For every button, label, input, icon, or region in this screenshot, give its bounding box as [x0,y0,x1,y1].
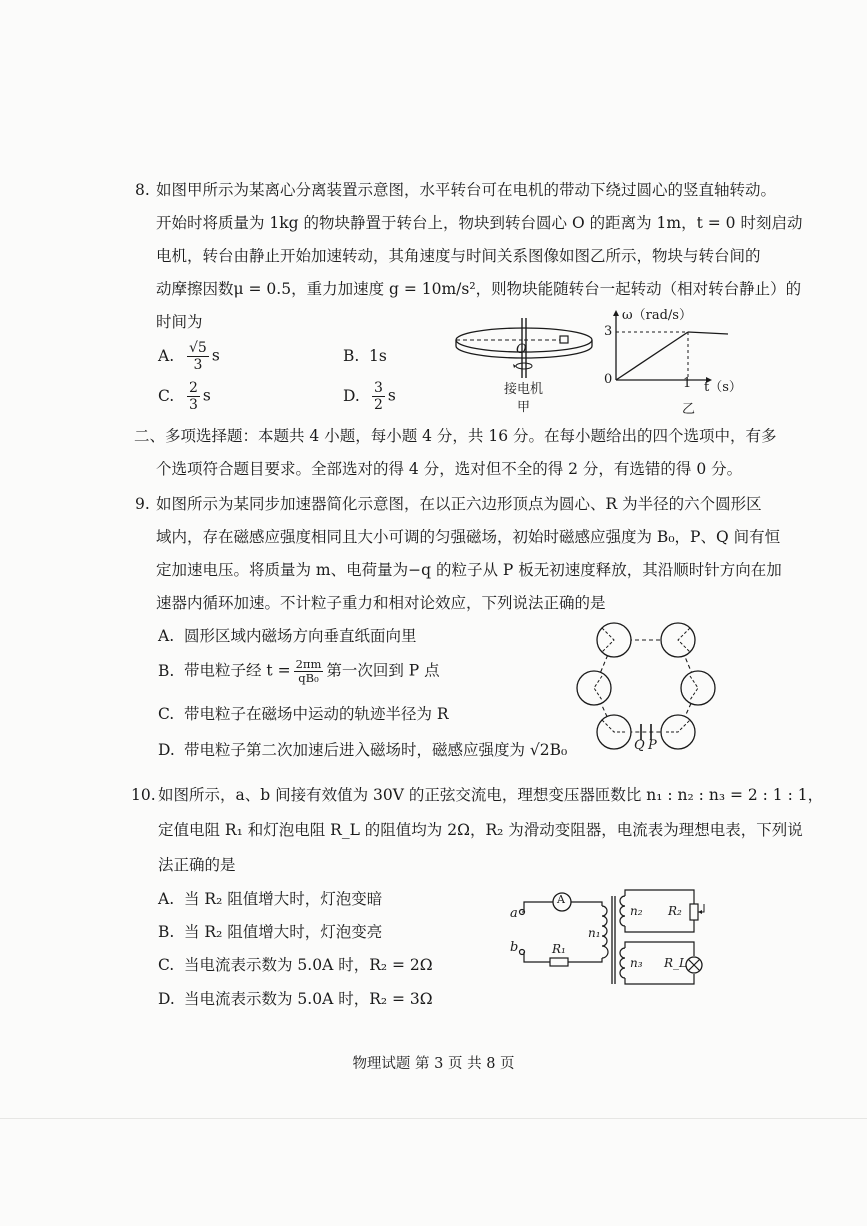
q10-option-c[interactable] [158,955,433,975]
time-axis-label: t（s） [704,380,742,395]
q8-option-d-label: D. [343,386,360,405]
q8-option-c-fraction [187,380,200,413]
n1-label: n₁ [588,926,601,940]
q8-option-c-label: C. [158,386,175,405]
q8-option-a-fraction [187,340,209,373]
q9-option-b-suffix: 第一次回到 P 点 [326,661,440,680]
figure-omega-t-graph [600,308,750,417]
q9-line-2: 域内，存在磁感应强度相同且大小可调的匀强磁场，初始时磁感应强度为 B₀，P、Q 间有恒 [156,528,781,546]
q8-option-d-fraction [372,380,385,413]
q8-option-a-label: A. [158,346,175,365]
q8-option-d[interactable] [343,380,396,413]
q10-option-b-text: 当 R₂ 阻值增大时，灯泡变亮 [184,923,383,941]
q8-option-b[interactable] [343,346,387,366]
figure-yi-caption: 乙 [682,402,696,417]
q10-option-d-label: D. [158,990,175,1008]
q8-option-a-unit: s [211,346,220,365]
section-2-header-line-2: 个选项符合题目要求。全部选对的得 4 分，选对但不全的得 2 分，有选错的得 0 分。 [156,460,743,478]
q10-option-a-label: A. [158,890,175,908]
q8-option-d-unit: s [387,386,396,405]
n2-label: n₂ [630,904,643,918]
q8-option-b-label: B. [343,347,360,365]
q8-line-2: 开始时将质量为 1kg 的物块静置于转台上，物块到转台圆心 O 的距离为 1m，t = 0 时刻启动 [156,214,803,232]
q10-option-b[interactable] [158,922,382,942]
fraction-numerator: 3 [374,380,383,396]
q10-number: 10. [131,786,156,804]
omega-x-tick: 1 [683,376,692,391]
q10-option-d-text: 当电流表示数为 5.0A 时，R₂ = 3Ω [184,990,433,1008]
q9-line-3: 定加速电压。将质量为 m、电荷量为−q 的粒子从 P 板无初速度释放，其沿顺时针方向在加 [156,561,782,579]
q8-line-3: 电机，转台由静止开始加速转动，其角速度与时间关系图像如图乙所示，物块与转台间的 [156,247,761,265]
figure-turntable [452,316,602,415]
fraction-denominator: 3 [193,357,203,373]
turntable-center-label: O [516,342,527,357]
omega-origin: 0 [604,372,613,387]
q9-option-a-label: A. [158,627,175,645]
plate-q-label: Q [634,738,645,753]
fraction-numerator: √5 [189,340,207,356]
r2-label: R₂ [668,904,682,918]
terminal-b-label: b [510,940,519,955]
page-footer: 物理试题 第 3 页 共 8 页 [352,1056,515,1072]
figure-transformer-circuit [508,884,720,994]
omega-axis-label: ω（rad/s） [622,308,692,323]
q8-option-b-text: 1s [369,347,387,365]
q9-line-4: 速器内循环加速。不计粒子重力和相对论效应，下列说法正确的是 [156,594,606,612]
q9-option-c-label: C. [158,705,175,723]
q9-option-a[interactable] [158,626,417,646]
plate-p-label: P [648,738,657,753]
fraction-numerator: 2πm [295,657,322,671]
q9-option-c-text: 带电粒子在磁场中运动的轨迹半径为 R [184,705,449,723]
q8-option-a[interactable] [158,340,220,373]
q9-option-d-text: 带电粒子第二次加速后进入磁场时，磁感应强度为 √2B₀ [184,741,568,759]
q8-line-5: 时间为 [156,313,203,331]
rl-label: R_L [664,956,688,970]
q10-line-3: 法正确的是 [158,856,236,874]
q9-option-d-label: D. [158,741,175,759]
q9-line-1: 如图所示为某同步加速器简化示意图，在以正六边形顶点为圆心、R 为半径的六个圆形区 [156,495,762,513]
q10-line-1: 如图所示，a、b 间接有效值为 30V 的正弦交流电，理想变压器匝数比 n₁ : n₂ : n₃ = 2 : 1 : 1， [158,786,824,804]
q10-option-a[interactable] [158,889,382,909]
q9-option-b-prefix: 带电粒子经 t = [184,661,291,680]
q10-line-2: 定值电阻 R₁ 和灯泡电阻 R_L 的阻值均为 2Ω，R₂ 为滑动变阻器，电流表为理想电表，下列说 [158,821,803,839]
q10-option-c-label: C. [158,956,175,974]
q8-line-4: 动摩擦因数μ = 0.5，重力加速度 g = 10m/s²，则物块能随转台一起转动（相对转台静止）的 [156,280,802,298]
q8-number: 8. [135,181,150,199]
r1-label: R₁ [552,942,566,956]
q10-option-a-text: 当 R₂ 阻值增大时，灯泡变暗 [184,890,383,908]
fraction-denominator: 3 [189,397,198,413]
synchrotron-drawing [574,620,720,756]
q9-number: 9. [135,495,150,513]
q8-option-c-unit: s [202,386,211,405]
q8-line-1: 如图甲所示为某离心分离装置示意图，水平转台可在电机的带动下绕过圆心的竖直轴转动。 [156,181,777,199]
section-2-header-line-1: 二、多项选择题：本题共 4 小题，每小题 4 分，共 16 分。在每小题给出的四个选项中，有多 [134,427,777,445]
q9-option-b[interactable] [158,658,440,685]
omega-rising-segment [616,332,688,380]
q10-option-c-text: 当电流表示数为 5.0A 时，R₂ = 2Ω [184,956,433,974]
q10-option-d[interactable] [158,989,433,1009]
scan-edge-line [0,1118,867,1119]
n3-label: n₃ [630,956,643,970]
terminal-a-label: a [510,906,518,921]
fraction-numerator: 2 [189,380,198,396]
motor-label: 接电机 [504,382,544,397]
q9-option-b-label: B. [158,661,175,680]
fraction-denominator: 2 [374,397,383,413]
fraction-denominator: qB₀ [298,671,319,685]
transformer-circuit-drawing [508,884,720,994]
q10-option-b-label: B. [158,923,175,941]
omega-constant-segment [688,332,728,334]
ammeter-label: A [557,893,565,906]
figure-synchrotron [574,620,720,756]
figure-jia-caption: 甲 [517,400,531,415]
omega-y-tick: 3 [604,324,613,339]
q9-option-d[interactable] [158,740,567,760]
q9-option-c[interactable] [158,704,449,724]
q8-option-c[interactable] [158,380,211,413]
q9-option-b-fraction [294,658,324,685]
q9-option-a-text: 圆形区域内磁场方向垂直纸面向里 [184,627,417,645]
